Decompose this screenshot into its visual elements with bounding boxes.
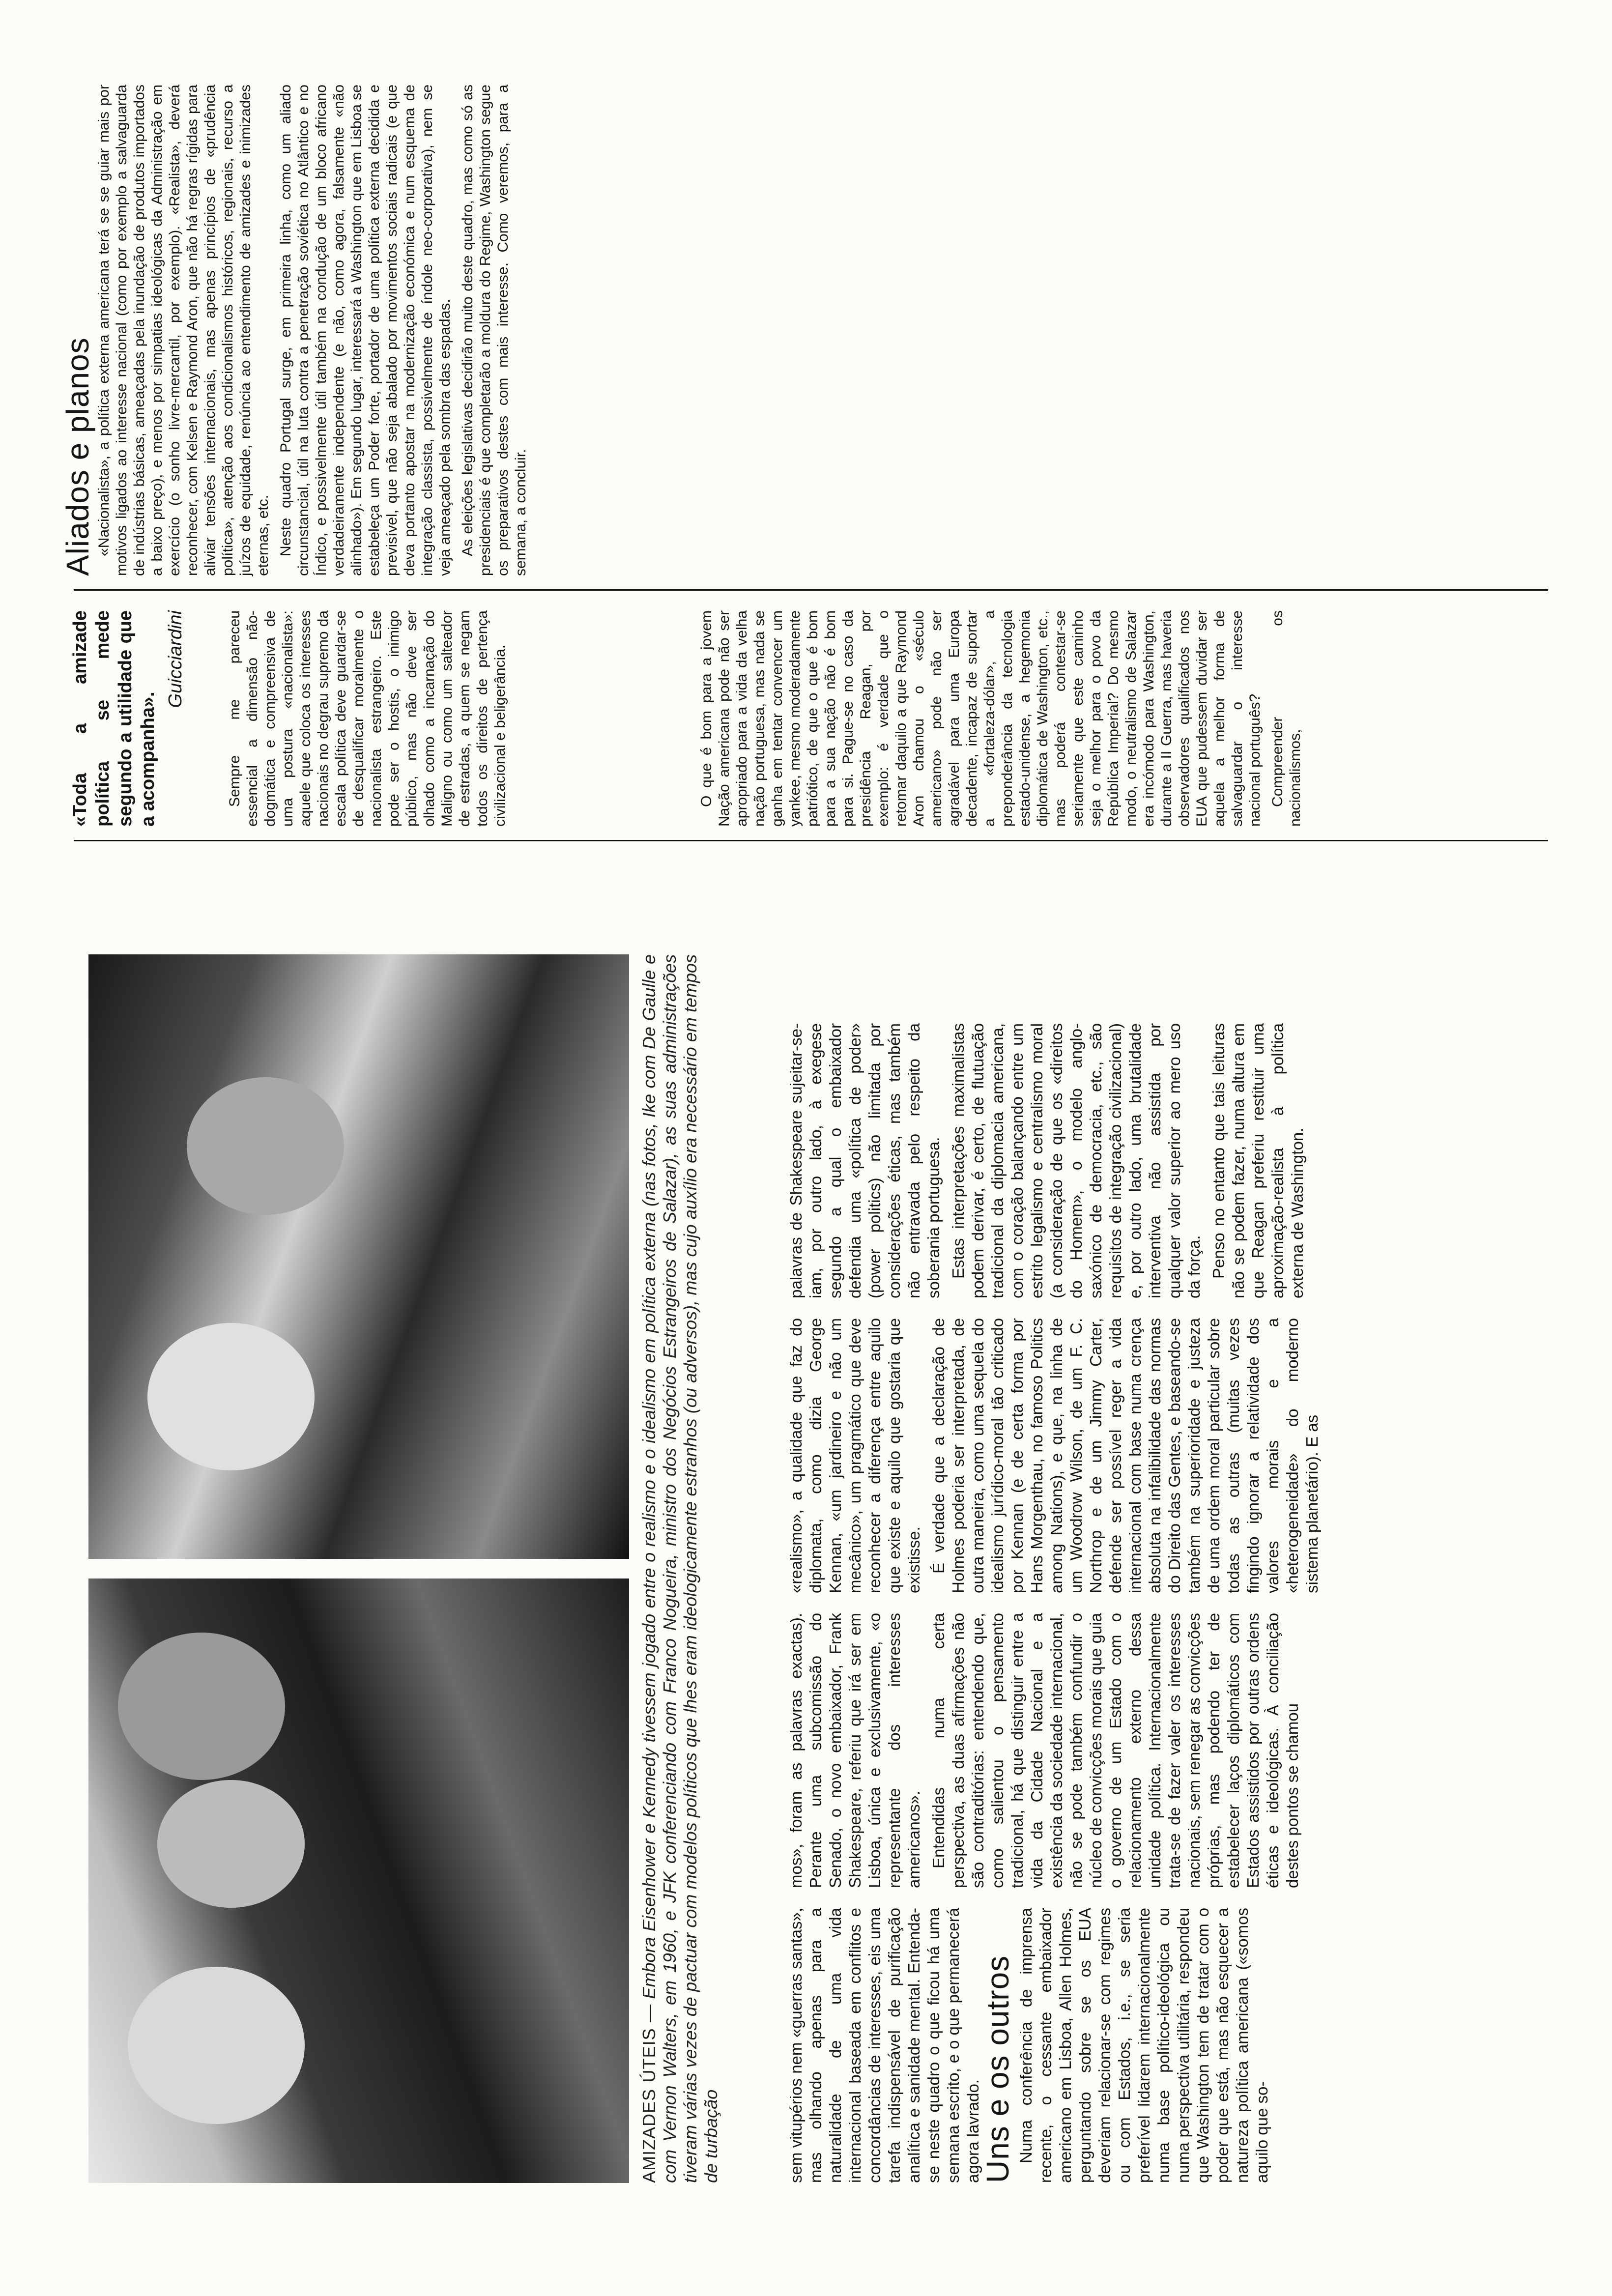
caption-lead: AMIZADES ÚTEIS: [639, 2028, 659, 2183]
col3-para-2: Entendidas numa certa perspectiva, as duas afirmações não são contraditórias: entendendo que, como salientou o pensamento tradicional, há que distinguir entre a vida da Cidade Nacional e a existência da sociedade internacional, não se pode também confundir o núcleo de convicções morais que guia o governo de um Estado com o relacionamento externo dessa unidade política. Internacionalmente trata-se de fazer valer os interesses nacionais, sem renegar as convicções próprias, mas podendo ter de estabelecer laços diplomáticos com Estados assistidos por outras ordens éticas e ideológicas. À conciliação destes pontos se chamou: [929, 1613, 1301, 1888]
col4-para-1: «realismo», a qualidade que faz do diplomata, como dizia George Kennan, «um jardineiro e não um mecânico», um pragmático que deve reconhecer a diferença entre aquilo que existe e aquilo que gostaria que existisse.: [787, 1318, 923, 1593]
caption-text: — Embora Eisenhower e Kennedy tivessem jogado entre o realismo e o idealismo em política externa (nas fotos, Ike com De Gaulle e com Vernon Walters, em 1960, e JFK conferenciando com Franco Nogueira, ministro dos Negócios Estrangeiros de Salazar), as suas administrações tiveram várias vezes de pactuar com modelos políticos que lhes eram ideologicamente estranhos (ou adversos), mas cujo auxílio era necessário em tempos de turbação: [639, 954, 721, 2183]
column-5: [786, 1023, 1312, 1298]
column-1-continued: [698, 610, 1309, 827]
col2-para-1: sem vitupérios nem «guerras santas», mas olhando apenas para a naturalidade de uma vida internacional baseada em conflitos e concordâncias de interesses, eis uma tarefa indispensável de purificação analítica e sanidade mental. Entenda-se neste quadro o que ficou há uma semana escrito, e o que permanecerá agora lavrado.: [787, 1908, 982, 2183]
column-rule-2: [74, 840, 1548, 841]
col1-para-2: O que é bom para a jovem Nação americana pode não ser apropriado para a vida da velha nação portuguesa, mas nada se ganha em tentar convencer um yankee, mesmo moderadamente patriótico, de que o que é bom para a sua nação não é bom para si. Pague-se no caso da presidência Reagan, por exemplo: é verdade que o retomar daquilo a que Raymond Aron chamou o «século americano» pode não ser agradável para uma Europa decadente, incapaz de suportar a «fortaleza-dólar», a preponderância da tecnologia estado-unidense, a hegemonia diplomática de Washington, etc., mas poderá contestar-se seriamente que este caminho seja o melhor para o povo da República Imperial? Do mesmo modo, o neutralismo de Salazar era incómodo para Washington, durante a II Guerra, mas haveria observadores qualificados nos EUA que pudessem duvidar ser aquela a melhor forma de salvaguardar o interesse nacional português?: [698, 610, 1263, 827]
col2b-para-1: Numa conferência de imprensa recente, o cessante embaixador americano em Lisboa, Allen Holmes, perguntando sobre se os EUA deveriam relacionar-se com regimes ou com Estados, i.e., se seria preferível lidarem internacionalmente numa base político-ideológica ou numa perspectiva utilitária, respondeu que Washington tem de tratar com o poder que está, mas não esquecer a natureza política americana («somos aquilo que so-: [1017, 1908, 1271, 2183]
column-4: [786, 1318, 1327, 1593]
photo-caption: [639, 954, 721, 2183]
col1-para-3: Compreender os nacionalismos,: [1269, 610, 1303, 827]
col6-para-1: «Nacionalista», a política externa americana terá se se guiar mais por motivos ligados ao interesse nacional (como por exemplo a salvaguarda de indústrias básicas, ameaçadas pela inundação de produtos importados a baixo preço), e menos por simpatias ideológicas da Administração em exercício (o sonho livre-mercantil, por exemplo). «Realista», deverá reconhecer, com Kelsen e Raymond Aron, que não há regras rígidas para aliviar tensões internacionais, mas apenas princípios de «prudência política», atenção aos condicionalismos históricos, regionais, recurso a juízos de equidade, renúncia ao entendimento de amizades e inimizades eternas, etc.: [96, 85, 271, 576]
col4-para-2: É verdade que a declaração de Holmes poderia ser interpretada, de outra maneira, como uma sequela do idealismo jurídico-moral tão criticado por Kennan (e de certa forma por Hans Morgenthau, no famoso Politics among Nations), e que, na linha de um Woodrow Wilson, de um F. C. Northrop e de um Jimmy Carter, defende ser possível reger a vida internacional com base numa crença absoluta na infalibilidade das normas do Direito das Gentes, e baseando-se também na superioridade e justeza de uma ordem moral particular sobre todas as outras (muitas vezes fingindo ignorar a relatividade dos valores morais e a «heterogeneidade» do moderno sistema planetário). E as: [929, 1318, 1321, 1593]
col6-para-2: Neste quadro Portugal surge, em primeira linha, como um aliado circunstancial, útil na luta contra a penetração soviética no Atlântico e no Índico, e possivelmente útil também na condução de um bloco africano verdadeiramente independente (e não, como agora, falsamente «não alinhado»). Em segundo lugar, interessará a Washington que em Lisboa se estabeleça um Poder forte, portador de uma política externa decidida e previsível, que não seja abalado por movimentos sociais radicais (e que deva portanto apostar na modernização económica e num esquema de integração classista, possivelmente de índole neo-corporativa), nem se veja ameaçado pela sombra das espadas.: [278, 85, 453, 576]
column-2: [786, 1908, 1277, 2183]
col6-para-3: As eleições legislativas decidirão muito deste quadro, mas como só as presidenciais é que completarão a moldura do Regime, Washington segue os preparativos destes com mais interesse. Como veremos, para a semana, a concluir.: [460, 85, 529, 576]
column-3: [786, 1613, 1307, 1888]
column-rule: [74, 589, 1548, 591]
col1-para-1: Sempre me pareceu essencial a dimensão não-dogmática e compreensiva de uma postura «nacionalista»: aquele que coloca os interesses nacionais no degrau supremo da escala política deve guardar-se de desqualificar moralmente o nacionalista estrangeiro. Este pode ser o hostis, o inimigo público, mas não deve ser olhado como a incarnação do Maligno ou como um salteador de estradas, a quem se negam todos os direitos de pertença civilizacional e beligerância.: [227, 610, 508, 827]
epigraph-author: Guicciardini: [165, 610, 186, 708]
column-aliados: [60, 85, 535, 576]
epigraph-quote: «Toda a amizade política se mede segundo a utilidade que a acompanha».: [70, 610, 158, 827]
col5-para-2: Estas interpretações maximalistas podem derivar, é certo, de flutuação tradicional da diplomacia americana, com o coração balançando entre um estrito legalismo e centralismo moral (a consideração de que os «direitos do Homem», o modelo anglo-saxónico de democracia, etc., são requisitos de integração civilizacional) e, por outro lado, uma brutalidade interventiva não assistida por qualquer valor superior ao mero uso da força.: [949, 1023, 1203, 1298]
col5-para-3: Penso no entanto que tais leituras não se podem fazer, numa altura em que Reagan preferiu restituir uma aproximação-realista à política externa de Washington.: [1209, 1023, 1306, 1298]
photo-jfk-franco-nogueira: [88, 954, 629, 1559]
section-heading-uns-e-os-outros: Uns e os outros: [980, 1955, 1015, 2183]
section-heading-aliados-e-planos: Aliados e planos: [60, 337, 95, 576]
photo-eisenhower-de-gaulle: [88, 1578, 629, 2183]
col3-para-1: mos», foram as palavras exactas). Perante uma subcomissão do Senado, o novo embaixador, Frank Shakespeare, referiu que irá ser em Lisboa, única e exclusivamente, «o representante dos interesses americanos».: [787, 1613, 923, 1888]
column-1-text: [226, 610, 514, 827]
col5-para-1: palavras de Shakespeare sujeitar-se-iam, por outro lado, à exegese segundo a qual o embaixador defendia uma «política de poder» (power politics) não limitada por considerações éticas, mas também não entravada pelo respeito da soberania portuguesa.: [787, 1023, 943, 1298]
column-1-body: [69, 610, 192, 827]
